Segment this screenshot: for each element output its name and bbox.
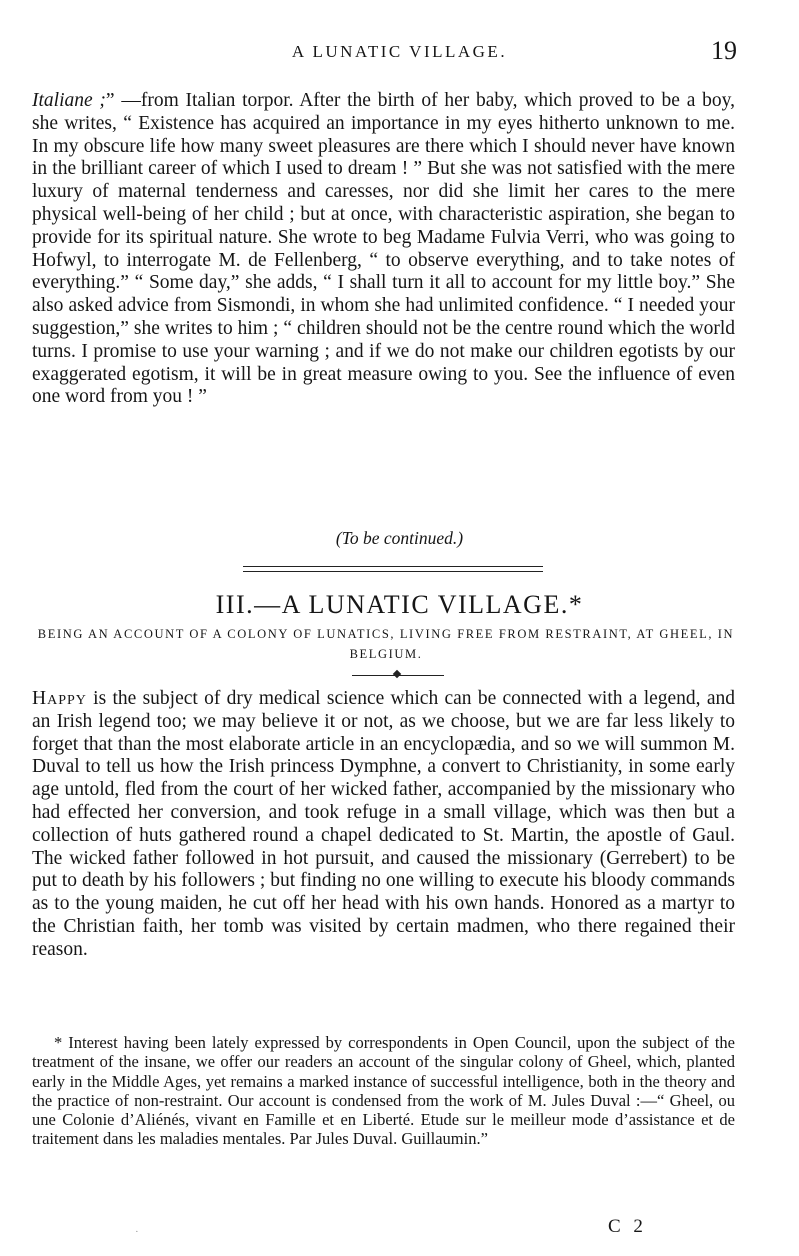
section-divider-bottom [243, 571, 543, 572]
article-text: is the subject of dry medical science which can be connected with a legend, and an Irish legend too; we may believe it or not, as we choose, but we are far less likely to forget that than the most elaborate article in an encyclopædia, and so we will summon M. Duval to tell us how the Irish princess Dymphne, a convert to Christianity, in some early age untold, fled from the court of her wicked father, accompanied by the missionary who had effected her conversion, and took refuge in a small village, which was then but a collection of huts gathered round a chapel dedicated to St. Martin, the apostle of Gaul. The wicked father followed in hot pursuit, and caused the missionary (Gerrebert) to be put to death by his followers ; but finding no one willing to execute his bloody commands as to the young maiden, he cut off her head with his own hands. Honored as a martyr to the Christian faith, her tomb was visited by certain madmen, who there regained their reason. [32, 688, 735, 960]
page-number: 19 [711, 36, 737, 65]
article-first-word: Happy [32, 688, 87, 709]
article-paragraph [32, 688, 735, 962]
prior-article-text: ” —from Italian torpor. After the birth of her baby, which proved to be a boy, she writes, “ Existence has acquired an importance in my eyes hitherto unknown to me. In my obscure life how many sweet pleasures are there which I should never have known in the brilliant career of which I used to dream ! ” But she was not satisfied with the mere luxury of maternal tenderness and caresses, nor did she limit her cares to the mere physical well-being of her child ; but at once, with characteristic aspiration, she began to provide for its spiritual nature. She wrote to beg Madame Fulvia Verri, who was going to Hofwyl, to interrogate M. de Fellenberg, “ to observe everything, and to take notes of everything.” “ Some day,” she adds, “ I shall turn it all to account for my little boy.” She also asked advice from Sismondi, in whom she had unlimited confidence. “ I needed your suggestion,” she writes to him ; “ children should not be the centre round which the world turns. I promise to use your warning ; and if we do not make our children egotists by our exaggerated egotism, it will be in great measure owing to you. See the influence of even one word from you ! ” [32, 90, 735, 408]
footnote: * Interest having been lately expressed by correspondents in Open Council, upon the subject of the treatment of the insane, we offer our readers an account of the singular colony of Gheel, which, planted early in the Middle Ages, yet remains a marked instance of successful intelligence, both in the theory and the practice of non-restraint. Our account is condensed from the work of M. Jules Duval :—“ Gheel, ou une Colonie d’Aliénés, vivant en Famille et en Liberté. Etude sur le meilleur mode d’assistance et de traitement dans les maladies mentales. Par Jules Duval. Guillaumin.” [32, 1033, 735, 1149]
ornament-diamond-icon [393, 670, 401, 678]
article-title: III.—A LUNATIC VILLAGE.* [215, 590, 584, 619]
running-title: A LUNATIC VILLAGE. [291, 42, 508, 61]
prior-article-italic-word: Italiane ; [32, 90, 106, 111]
to-be-continued-note: (To be continued.) [335, 528, 464, 548]
prior-article-paragraph [32, 90, 735, 409]
print-smudge-mark: ·ﾞ [135, 1226, 148, 1238]
running-head [0, 42, 799, 62]
section-divider-top [243, 566, 543, 567]
signature-mark: C 2 [608, 1216, 647, 1237]
article-subtitle: BEING AN ACCOUNT OF A COLONY OF LUNATICS, LIVING FREE FROM RESTRAINT, AT GHEEL, IN BELGIUM. [37, 627, 735, 661]
